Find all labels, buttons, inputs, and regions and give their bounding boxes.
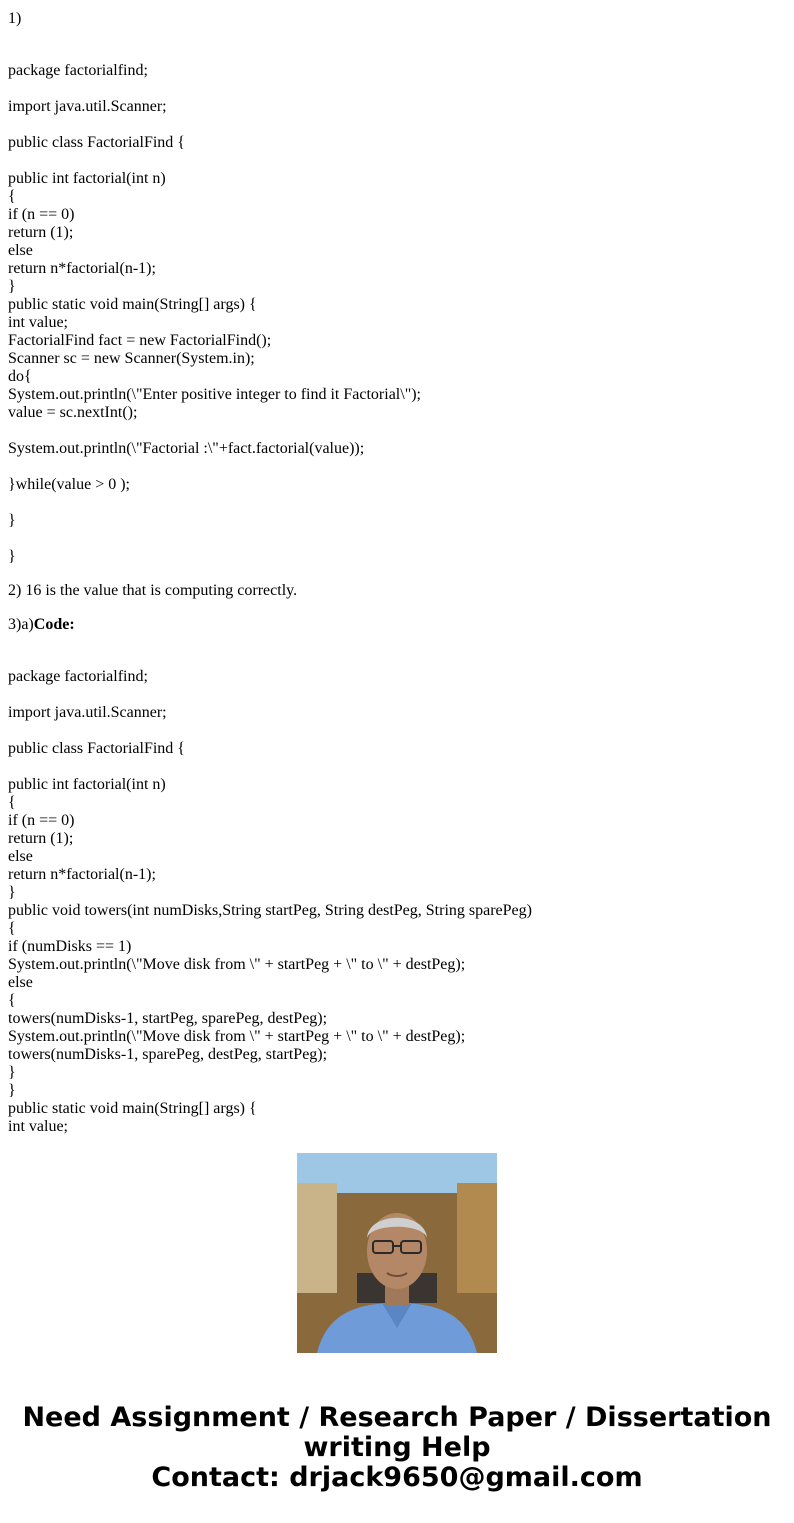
code-line: [8, 494, 788, 512]
author-avatar: [297, 1153, 497, 1353]
code-line: public static void main(String[] args) {: [8, 296, 257, 313]
code-line: [8, 116, 788, 134]
code-line: }: [8, 884, 16, 901]
code-line: public class FactorialFind {: [8, 740, 185, 757]
section-3-label-bold: Code:: [33, 616, 75, 633]
code-line: [8, 152, 788, 170]
section-1-label: 1): [8, 10, 22, 27]
code-line: do{: [8, 368, 32, 385]
code-line: import java.util.Scanner;: [8, 98, 167, 115]
code-line: {: [8, 992, 16, 1009]
code-line: towers(numDisks-1, sparePeg, destPeg, startPeg);: [8, 1046, 328, 1063]
code-line: {: [8, 920, 16, 937]
code-line: public class FactorialFind {: [8, 134, 185, 151]
code-line: System.out.println(\"Move disk from \" + startPeg + \" to \" + destPeg);: [8, 1028, 466, 1045]
code-line: else: [8, 242, 33, 259]
code-line: [8, 722, 788, 740]
code-line: public int factorial(int n): [8, 170, 166, 187]
code-line: public static void main(String[] args) {: [8, 1100, 257, 1117]
code-line: [8, 80, 788, 98]
code-line: value = sc.nextInt();: [8, 404, 138, 421]
code-line: package factorialfind;: [8, 668, 148, 685]
code-line: }while(value > 0 );: [8, 476, 130, 493]
code-line: [8, 758, 788, 776]
footer-promo: [0, 1403, 794, 1493]
code-line: [8, 530, 788, 548]
code-block-2: [8, 668, 788, 1136]
code-line: public void towers(int numDisks,String startPeg, String destPeg, String sparePeg): [8, 902, 532, 919]
section-2-text: 2) 16 is the value that is computing correctly.: [8, 582, 298, 599]
code-line: else: [8, 974, 33, 991]
code-line: {: [8, 188, 16, 205]
code-line: Scanner sc = new Scanner(System.in);: [8, 350, 255, 367]
avatar-portrait: [297, 1153, 497, 1353]
code-line: System.out.println(\"Enter positive integer to find it Factorial\");: [8, 386, 421, 403]
footer-contact: Contact: drjack9650@gmail.com: [151, 1462, 643, 1493]
code-line: public int factorial(int n): [8, 776, 166, 793]
code-line: else: [8, 848, 33, 865]
code-line: }: [8, 512, 16, 529]
code-line: if (numDisks == 1): [8, 938, 132, 955]
code-line: System.out.println(\"Move disk from \" + startPeg + \" to \" + destPeg);: [8, 956, 466, 973]
code-line: {: [8, 794, 16, 811]
code-line: [8, 686, 788, 704]
code-line: FactorialFind fact = new FactorialFind();: [8, 332, 272, 349]
code-line: if (n == 0): [8, 206, 75, 223]
section-3-label-prefix: 3)a): [8, 616, 34, 633]
code-line: }: [8, 548, 16, 565]
footer-line-2: writing Help: [303, 1432, 491, 1463]
code-line: }: [8, 1064, 16, 1081]
code-line: int value;: [8, 1118, 68, 1135]
code-line: System.out.println(\"Factorial :\"+fact.factorial(value));: [8, 440, 365, 457]
code-line: return n*factorial(n-1);: [8, 260, 156, 277]
document-body: [8, 0, 788, 1135]
code-line: }: [8, 1082, 16, 1099]
code-line: import java.util.Scanner;: [8, 704, 167, 721]
code-line: if (n == 0): [8, 812, 75, 829]
code-line: return (1);: [8, 830, 74, 847]
code-line: [8, 458, 788, 476]
code-line: package factorialfind;: [8, 62, 148, 79]
code-block-1: [8, 62, 788, 566]
code-line: return (1);: [8, 224, 74, 241]
code-line: }: [8, 278, 16, 295]
code-line: return n*factorial(n-1);: [8, 866, 156, 883]
footer-line-1: Need Assignment / Research Paper / Dissertation: [22, 1402, 772, 1433]
code-line: [8, 422, 788, 440]
code-line: int value;: [8, 314, 68, 331]
code-line: towers(numDisks-1, startPeg, sparePeg, destPeg);: [8, 1010, 328, 1027]
section-3-label: [8, 616, 788, 634]
